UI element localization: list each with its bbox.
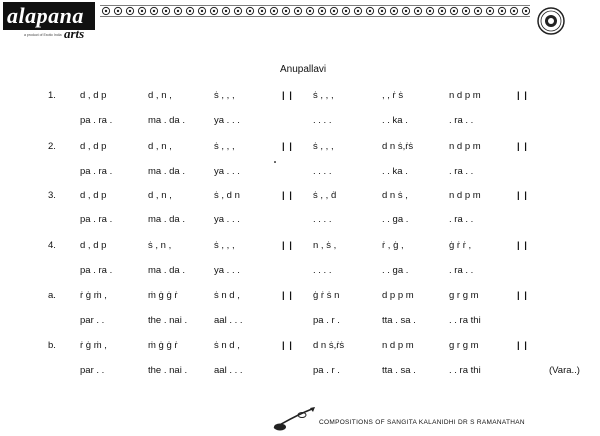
notation-cell: ṡ , , , [214,90,235,101]
notation-cell: n d p m [382,340,414,351]
stray-dot [274,161,276,163]
notation-cell: d n ṡ,ṙṡ [382,141,414,152]
notation-cell: par . . [80,315,105,326]
notation-cell: . ra . . [449,115,474,126]
sahitya-row [0,214,600,228]
notation-cell: pa . ra . [80,115,113,126]
notation-cell: d , n , [148,190,172,201]
swara-row [0,190,600,204]
row-number: 2. [48,141,56,152]
notation-cell: ma . da . [148,115,185,126]
notation-cell: ma . da . [148,166,185,177]
notation-cell: . ra . . [449,265,474,276]
notation-cell: . . ra thi [449,315,481,326]
sahitya-row [0,315,600,329]
publisher-logo-sub: arts [64,26,85,41]
notation-cell: tta . sa . [382,315,416,326]
sahitya-row [0,166,600,180]
notation-cell: ṁ ġ ġ ṙ [148,290,178,301]
notation-cell: ya . . . [214,115,240,126]
notation-cell: ṡ , , , [313,141,334,152]
row-number: 3. [48,190,56,201]
notation-cell: . ra . . [449,214,474,225]
swara-row [0,240,600,254]
bar-separator: | | [517,240,528,251]
notation-cell: ġ ṙ ṡ n [313,290,340,301]
bar-separator: | | [282,141,293,152]
notation-cell: ṡ n d , [214,290,240,301]
bar-separator: | | [517,90,528,101]
row-note: (Vara..) [549,365,580,376]
notation-cell: n d p m [449,141,481,152]
notation-cell: ṡ , , , [214,141,235,152]
notation-cell: pa . r . [313,365,340,376]
decorative-border [100,4,530,18]
notation-cell: . . . . [313,214,332,225]
veena-icon [272,406,316,432]
sahitya-row [0,365,600,379]
notation-cell: . . . . [313,115,332,126]
notation-cell: d , d p [80,90,107,101]
publisher-tagline: a product of Exotic India [24,33,62,37]
notation-cell: d n ṡ , [382,190,408,201]
row-number: 4. [48,240,56,251]
notation-cell: par . . [80,365,105,376]
bar-separator: | | [282,290,293,301]
notation-cell: d , n , [148,90,172,101]
bar-separator: | | [517,290,528,301]
bar-separator: | | [517,340,528,351]
notation-cell: . . ga . [382,214,409,225]
notation-cell: . . ga . [382,265,409,276]
notation-cell: pa . ra . [80,265,113,276]
notation-cell: g r g m [449,290,479,301]
notation-cell: ġ ṙ ṙ , [449,240,472,251]
notation-cell: ṙ ġ ṁ , [80,340,107,351]
notation-cell: ya . . . [214,166,240,177]
notation-cell: ṡ , d n [214,190,240,201]
notation-cell: ṙ ġ ṁ , [80,290,107,301]
notation-cell: ṡ , , ḋ [313,190,337,201]
sahitya-row [0,265,600,279]
swara-row [0,141,600,155]
bar-separator: | | [282,240,293,251]
notation-cell: pa . ra . [80,214,113,225]
notation-cell: d , d p [80,240,107,251]
notation-cell: . . ka . [382,115,408,126]
notation-cell: ma . da . [148,265,185,276]
notation-cell: ṙ , ġ , [382,240,404,251]
notation-cell: d p p m [382,290,414,301]
veena-emblem-icon [537,7,565,35]
bar-separator: | | [517,190,528,201]
page-header [0,0,600,50]
notation-cell: d , d p [80,141,107,152]
bar-separator: | | [282,190,293,201]
swara-row [0,340,600,354]
notation-cell: d n ṡ,ṙṡ [313,340,345,351]
sahitya-row [0,115,600,129]
notation-cell: n d p m [449,190,481,201]
notation-cell: the . nai . [148,365,188,376]
notation-cell: d , n , [148,141,172,152]
notation-cell: . . . . [313,166,332,177]
notation-cell: n , ṡ , [313,240,337,251]
notation-cell: ya . . . [214,265,240,276]
notation-cell: g r g m [449,340,479,351]
notation-cell: n d p m [449,90,481,101]
notation-cell: . ra . . [449,166,474,177]
row-number: 1. [48,90,56,101]
section-heading: Anupallavi [280,64,327,75]
notation-cell: . . ka . [382,166,408,177]
notation-cell: , , ṙ ṡ [382,90,404,101]
notation-cell: ṡ , , , [214,240,235,251]
row-number: b. [48,340,56,351]
notation-cell: d , d p [80,190,107,201]
notation-cell: pa . ra . [80,166,113,177]
notation-cell: ṡ , , , [313,90,334,101]
notation-cell: ṡ n d , [214,340,240,351]
bar-separator: | | [282,90,293,101]
row-number: a. [48,290,56,301]
notation-cell: pa . r . [313,315,340,326]
notation-cell: ṡ , n , [148,240,172,251]
swara-row [0,90,600,104]
notation-cell: ṁ ġ ġ ṙ [148,340,178,351]
notation-cell: ya . . . [214,214,240,225]
notation-cell: . . ra thi [449,365,481,376]
bar-separator: | | [517,141,528,152]
notation-cell: tta . sa . [382,365,416,376]
bar-separator: | | [282,340,293,351]
swara-row [0,290,600,304]
notation-cell: . . . . [313,265,332,276]
footer-credit: COMPOSITIONS OF SANGITA KALANIDHI DR S RAMANATHAN [319,419,525,426]
notation-cell: aal . . . [214,365,243,376]
notation-cell: ma . da . [148,214,185,225]
publisher-logo: alapana [3,2,95,30]
notation-cell: aal . . . [214,315,243,326]
notation-cell: the . nai . [148,315,188,326]
